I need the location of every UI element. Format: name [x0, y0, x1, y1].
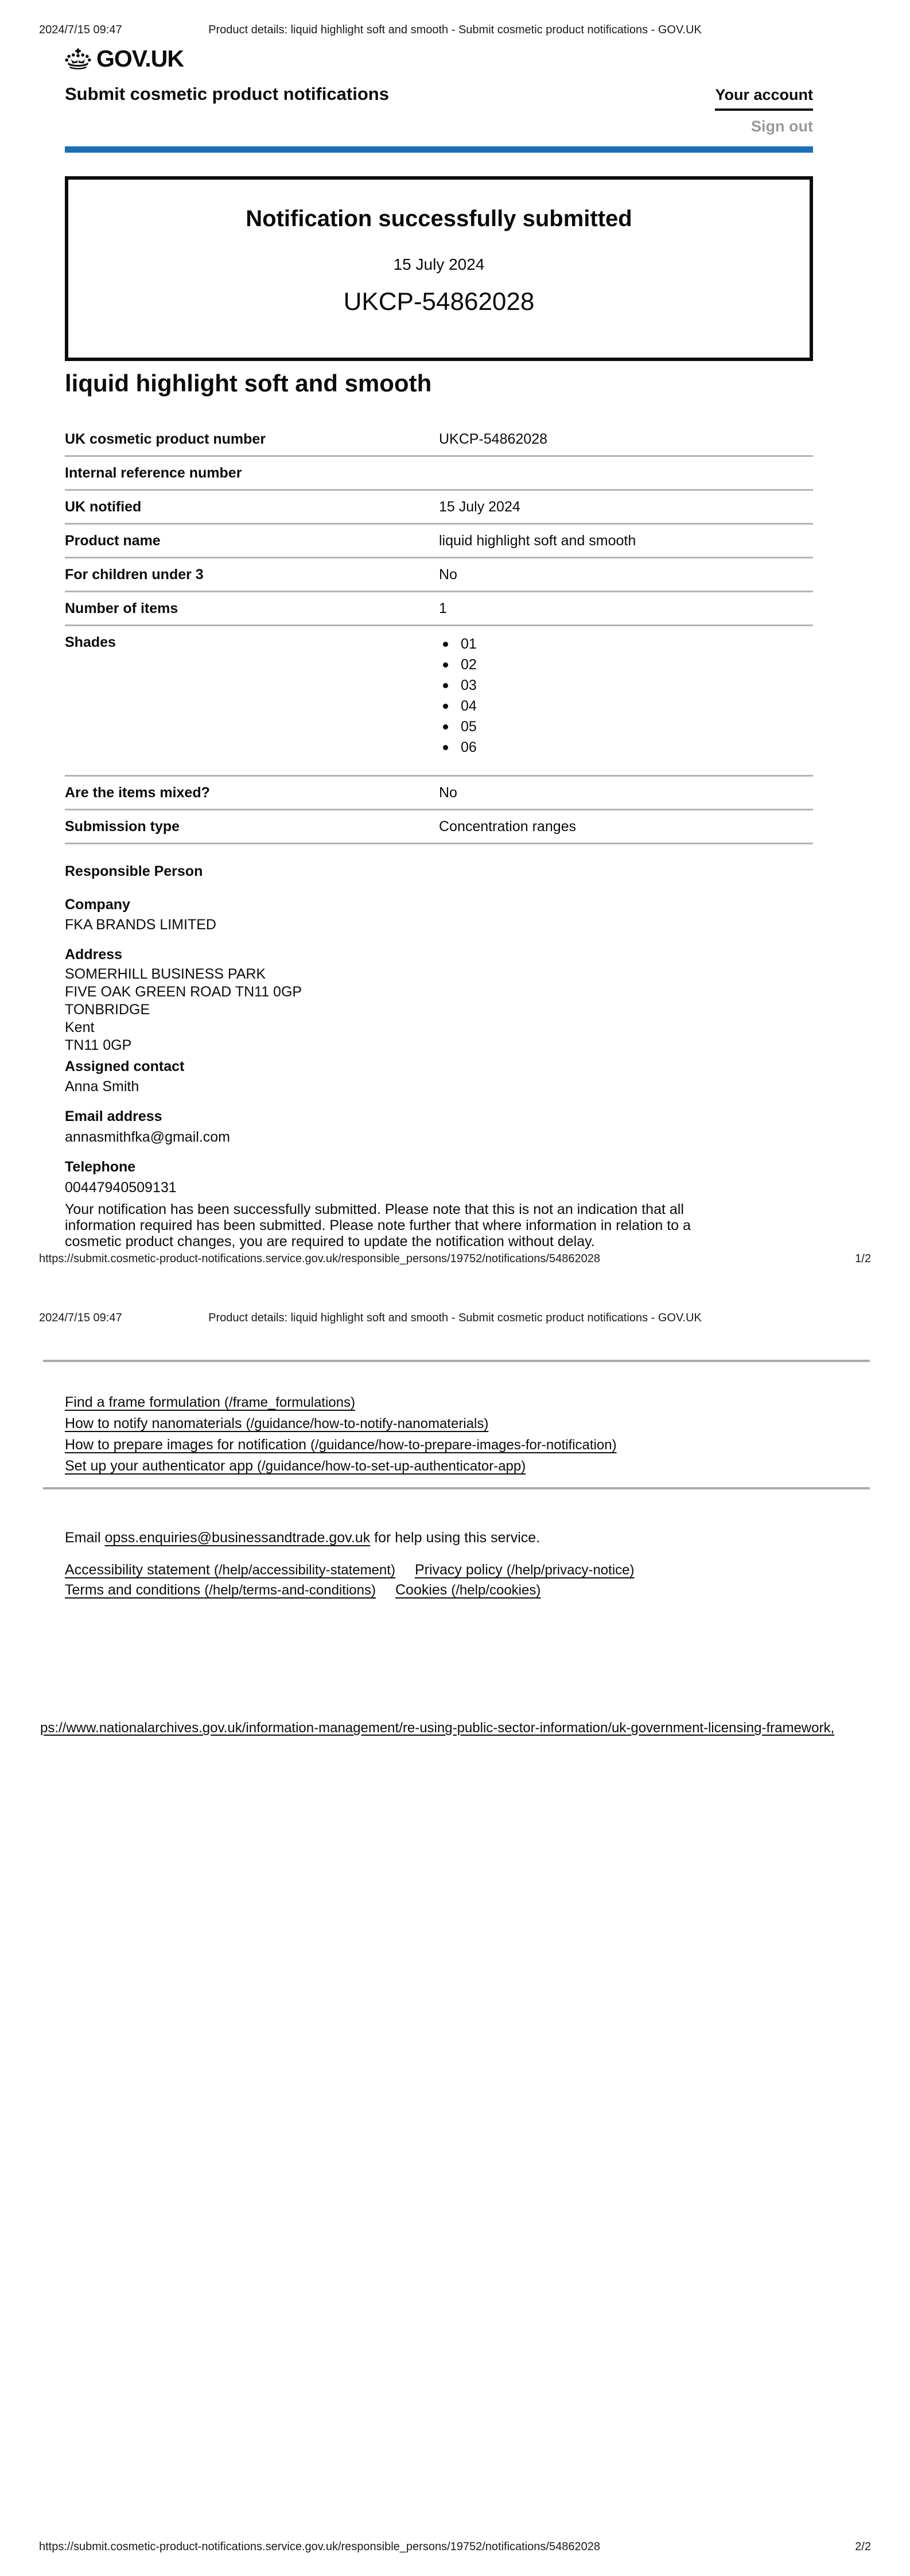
page-number: 1/2: [855, 1252, 871, 1265]
page-number: 2/2: [855, 2540, 871, 2553]
email-value: annasmithfka@gmail.com: [65, 1129, 230, 1145]
link-path: (/frame_formulations): [224, 1395, 355, 1410]
table-row: [65, 423, 813, 457]
link-path: (/help/terms-and-conditions): [204, 1582, 376, 1598]
row-value: No: [439, 785, 457, 801]
guidance-links: [65, 1395, 617, 1480]
email-label: Email address: [65, 1108, 162, 1124]
row-value: [439, 634, 813, 758]
national-archives-link-clipped[interactable]: ps://www.nationalarchives.gov.uk/information-management/re-using-public-sector-information/uk-government-licensing-framework,: [40, 1720, 835, 1736]
responsible-person-section: [65, 863, 813, 1250]
link-path: (/help/accessibility-statement): [213, 1562, 395, 1578]
panel-title: Notification successfully submitted: [246, 206, 632, 231]
link-label: Find a frame formulation: [65, 1394, 220, 1410]
assigned-contact-label: Assigned contact: [65, 1058, 185, 1074]
help-suffix: for help using this service.: [374, 1530, 540, 1546]
table-row: [65, 558, 813, 592]
shade-item: 05: [439, 716, 813, 737]
row-label: Product name: [65, 533, 161, 549]
print-document-title: Product details: liquid highlight soft and smooth - Submit cosmetic product notifications - GOV.UK: [208, 1312, 702, 1324]
link-accessibility-statement[interactable]: [65, 1562, 395, 1578]
footer-divider: [43, 1487, 870, 1489]
table-row: [65, 592, 813, 626]
shade-item: 03: [439, 675, 813, 696]
crown-icon: [65, 48, 91, 70]
assigned-contact-value: Anna Smith: [65, 1078, 139, 1095]
footer-links-row-2: [65, 1582, 540, 1598]
print-footer: [39, 1252, 871, 1266]
row-value: No: [439, 567, 457, 583]
print-document-title: Product details: liquid highlight soft and smooth - Submit cosmetic product notifications - GOV.UK: [208, 24, 702, 36]
telephone-label: Telephone: [65, 1159, 136, 1175]
table-row: [65, 777, 813, 810]
notice-line: cosmetic product changes, you are required to update the notification without delay.: [65, 1233, 595, 1250]
panel-date: 15 July 2024: [393, 255, 485, 273]
row-label: Shades: [65, 634, 116, 650]
row-label: UK notified: [65, 499, 142, 515]
notice-line: information required has been submitted. Please note further that where information in relation to a: [65, 1217, 691, 1233]
link-path: (/help/privacy-notice): [506, 1562, 635, 1578]
link-label: Accessibility statement: [65, 1562, 210, 1578]
responsible-person-heading: Responsible Person: [65, 863, 203, 879]
table-row: [65, 491, 813, 525]
row-value: Concentration ranges: [439, 818, 577, 835]
row-value: UKCP-54862028: [439, 431, 548, 447]
link-privacy-policy[interactable]: [415, 1562, 635, 1578]
link-label: Set up your authenticator app: [65, 1458, 254, 1474]
print-timestamp: 2024/7/15 09:47: [39, 1312, 122, 1324]
print-footer-url: https://submit.cosmetic-product-notifications.service.gov.uk/responsible_persons/19752/notifications/54862028: [39, 2540, 600, 2553]
panel-reference-number: UKCP-54862028: [343, 288, 535, 316]
product-heading: liquid highlight soft and smooth: [65, 370, 432, 397]
address-label: Address: [65, 946, 123, 963]
company-label: Company: [65, 897, 130, 913]
link-terms-and-conditions[interactable]: [65, 1582, 376, 1598]
help-line: [65, 1529, 540, 1546]
link-notify-nanomaterials[interactable]: [65, 1416, 488, 1431]
account-nav: [715, 86, 813, 135]
link-path: (/guidance/how-to-notify-nanomaterials): [246, 1416, 489, 1431]
table-row: [65, 457, 813, 491]
row-label: For children under 3: [65, 567, 204, 583]
link-path: (/help/cookies): [451, 1582, 541, 1598]
address-line: TN11 0GP: [65, 1037, 132, 1053]
link-label: How to prepare images for notification: [65, 1437, 307, 1453]
shade-item: 01: [439, 634, 813, 654]
print-footer: [39, 2540, 871, 2554]
service-name-link[interactable]: Submit cosmetic product notifications: [65, 84, 389, 104]
your-account-link[interactable]: Your account: [715, 86, 813, 111]
link-label: Cookies: [395, 1582, 448, 1598]
print-footer-url: https://submit.cosmetic-product-notifications.service.gov.uk/responsible_persons/19752/notifications/54862028: [39, 1252, 600, 1265]
link-frame-formulation[interactable]: [65, 1395, 355, 1410]
company-value: FKA BRANDS LIMITED: [65, 917, 216, 933]
table-row: [65, 525, 813, 558]
footer-links-row-1: [65, 1562, 634, 1578]
printed-page-2: [0, 1288, 910, 2576]
product-details-table: [65, 423, 813, 844]
section-divider: [43, 1360, 870, 1362]
row-label: Submission type: [65, 818, 180, 835]
shade-item: 06: [439, 737, 813, 758]
row-label: Number of items: [65, 600, 178, 616]
address-line: TONBRIDGE: [65, 1002, 150, 1018]
link-label: Privacy policy: [414, 1562, 503, 1578]
notice-line: Your notification has been successfully submitted. Please note that this is not an indication that all: [65, 1201, 684, 1217]
govuk-logo[interactable]: [65, 47, 184, 71]
link-cookies[interactable]: [395, 1582, 540, 1598]
submission-notice: [65, 1201, 813, 1250]
address-line: FIVE OAK GREEN ROAD TN11 0GP: [65, 984, 302, 1000]
row-value: 1: [439, 600, 447, 616]
link-prepare-images[interactable]: [65, 1437, 617, 1453]
help-email-link[interactable]: opss.enquiries@businessandtrade.gov.uk: [104, 1530, 371, 1546]
sign-out-link[interactable]: Sign out: [751, 118, 813, 135]
link-path: (/guidance/how-to-prepare-images-for-notification): [310, 1437, 617, 1453]
table-row: [65, 810, 813, 844]
address-block: [65, 965, 813, 1054]
telephone-value: 00447940509131: [65, 1180, 177, 1196]
link-path: (/guidance/how-to-set-up-authenticator-app): [256, 1458, 526, 1474]
print-timestamp: 2024/7/15 09:47: [39, 24, 122, 36]
link-label: Terms and conditions: [65, 1582, 201, 1598]
govuk-logo-text: GOV.UK: [96, 45, 184, 72]
shade-item: 04: [439, 696, 813, 716]
address-line: SOMERHILL BUSINESS PARK: [65, 966, 266, 982]
address-line: Kent: [65, 1019, 95, 1035]
header-accent-bar: [65, 146, 813, 153]
row-label: Are the items mixed?: [65, 785, 210, 801]
shade-item: 02: [439, 654, 813, 675]
shades-list: [439, 634, 813, 758]
row-value: liquid highlight soft and smooth: [439, 533, 636, 549]
link-authenticator-app[interactable]: [65, 1458, 526, 1474]
row-label: Internal reference number: [65, 465, 242, 481]
confirmation-panel: [65, 176, 813, 361]
table-row-shades: [65, 626, 813, 777]
help-prefix: Email: [65, 1530, 101, 1546]
link-label: How to notify nanomaterials: [65, 1415, 242, 1431]
row-label: UK cosmetic product number: [65, 431, 266, 447]
row-value: 15 July 2024: [439, 499, 520, 515]
